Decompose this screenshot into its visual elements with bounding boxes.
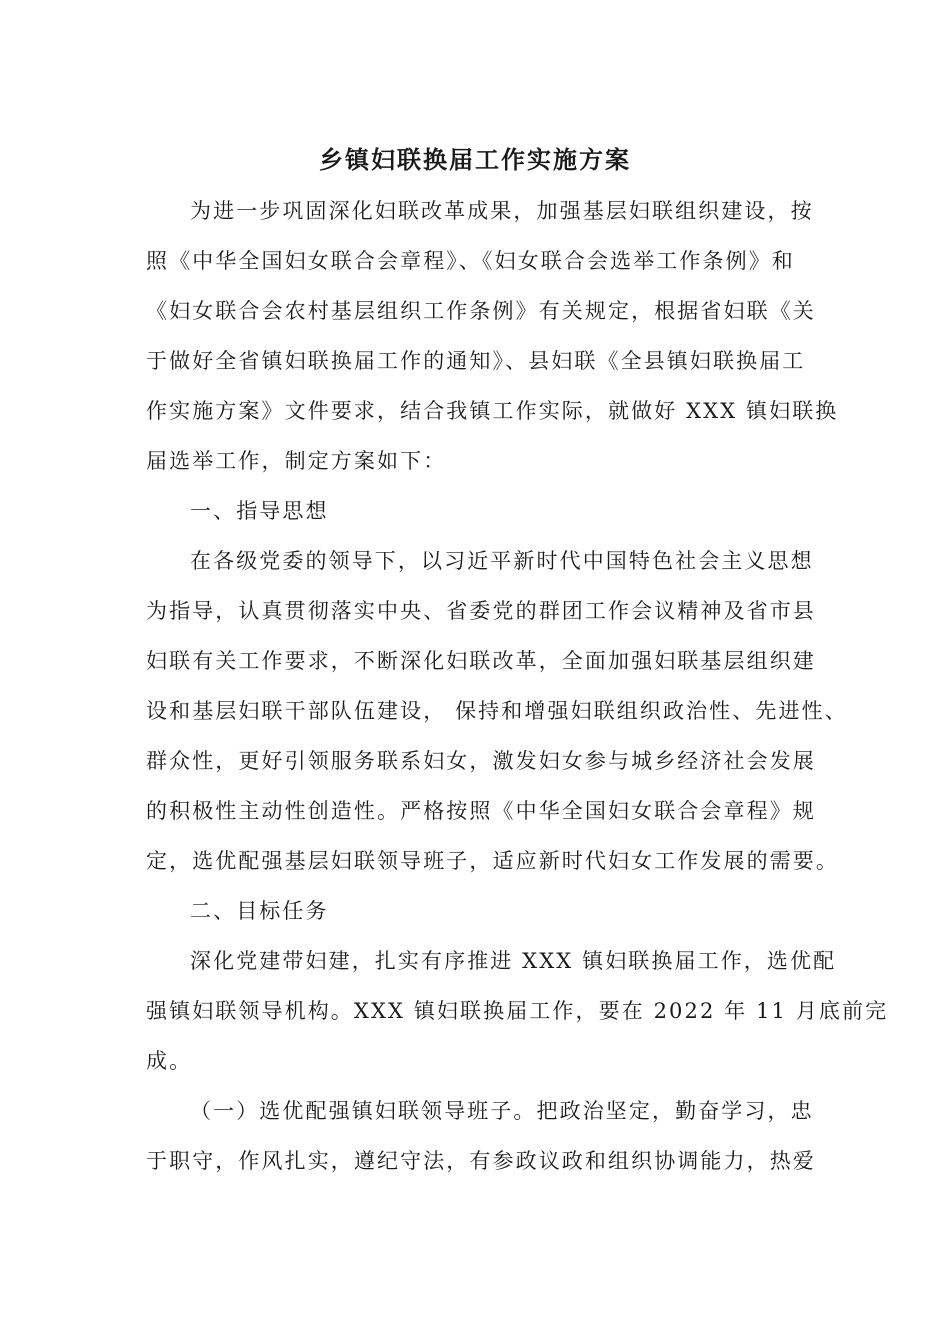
paragraph-line: 《妇女联合会农村基层组织工作条例》有关规定，根据省妇联《关 bbox=[146, 299, 816, 323]
paragraph-line: 届选举工作，制定方案如下： bbox=[146, 449, 447, 473]
section-heading: 二、目标任务 bbox=[190, 899, 329, 923]
paragraph-line: 于做好全省镇妇联换届工作的通知》、县妇联《全县镇妇联换届工 bbox=[146, 349, 806, 373]
paragraph-line: 成。 bbox=[146, 1049, 193, 1073]
paragraph-line: 深化党建带妇建，扎实有序推进 XXX 镇妇联换届工作，选优配 bbox=[190, 949, 837, 973]
paragraph-line: 妇联有关工作要求，不断深化妇联改革，全面加强妇联基层组织建 bbox=[146, 649, 816, 673]
paragraph-line: 为进一步巩固深化妇联改革成果，加强基层妇联组织建设，按 bbox=[190, 199, 814, 223]
paragraph-line: （一）选优配强镇妇联领导班子。把政治坚定，勤奋学习，忠 bbox=[190, 1099, 814, 1123]
paragraph-line: 作实施方案》文件要求，结合我镇工作实际，就做好 XXX 镇妇联换 bbox=[146, 399, 839, 423]
document-title: 乡镇妇联换届工作实施方案 bbox=[319, 145, 631, 174]
paragraph-line: 于职守，作风扎实，遵纪守法，有参政议政和组织协调能力，热爱 bbox=[146, 1149, 816, 1173]
paragraph-line: 照《中华全国妇女联合会章程》、《妇女联合会选举工作条例》和 bbox=[146, 249, 795, 273]
section-heading: 一、指导思想 bbox=[190, 499, 329, 523]
paragraph-line: 定，选优配强基层妇联领导班子，适应新时代妇女工作发展的需要。 bbox=[146, 849, 839, 873]
paragraph-line: 为指导，认真贯彻落实中央、省委党的群团工作会议精神及省市县 bbox=[146, 599, 816, 623]
paragraph-line: 群众性，更好引领服务联系妇女，激发妇女参与城乡经济社会发展 bbox=[146, 749, 816, 773]
paragraph-line: 的积极性主动性创造性。严格按照《中华全国妇女联合会章程》规 bbox=[146, 799, 816, 823]
paragraph-line: 在各级党委的领导下，以习近平新时代中国特色社会主义思想 bbox=[190, 549, 814, 573]
paragraph-line: 设和基层妇联干部队伍建设， 保持和增强妇联组织政治性、先进性、 bbox=[146, 699, 848, 723]
paragraph-line: 强镇妇联领导机构。XXX 镇妇联换届工作，要在 2022 年 11 月底前完 bbox=[146, 999, 889, 1023]
